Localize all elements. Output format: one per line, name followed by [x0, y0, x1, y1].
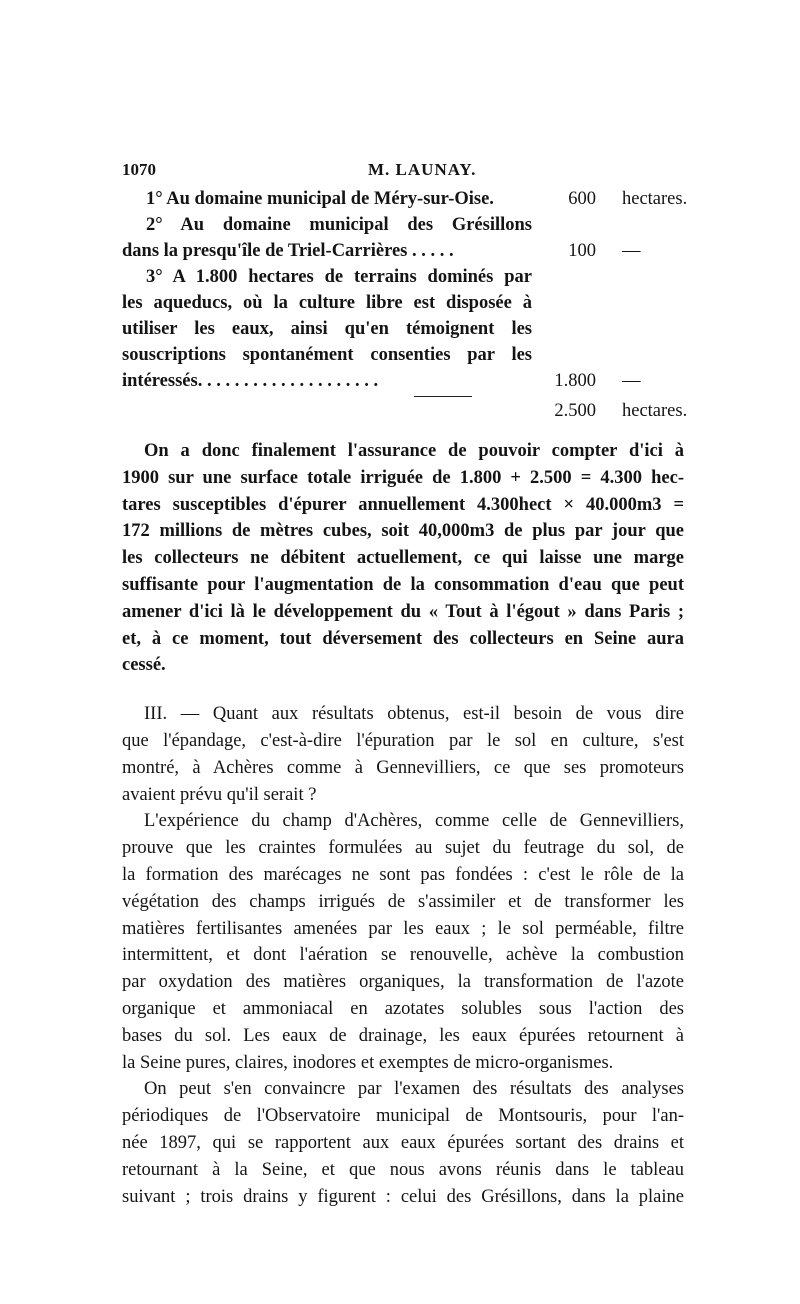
item-1-line-1: 1° Au domaine municipal de Méry-sur-Oise. [146, 189, 494, 209]
page-header [122, 160, 682, 186]
item-3-line-2: les aqueducs, où la culture libre est disposée à [122, 293, 532, 313]
list-item [122, 290, 682, 316]
text-line: 172 millions de mètres cubes, soit 40,000m3 de plus par jour que [122, 521, 684, 542]
text-line: bases du sol. Les eaux de drainage, les eaux épurées retournent à [122, 1025, 684, 1046]
item-3-line-3: utiliser les eaux, ainsi qu'en témoignent les [122, 319, 532, 339]
text-line: par oxydation des matières organiques, la transformation de l'azote [122, 972, 684, 993]
list-item [122, 316, 682, 342]
text-line: montré, à Achères comme à Gennevilliers, ce que ses promoteurs [122, 757, 684, 778]
text-line: suffisante pour l'augmentation de la consommation d'eau que peut [122, 574, 684, 595]
paragraph-1 [122, 438, 684, 679]
text-line: 1900 sur une surface totale irriguée de 1.800 + 2.500 = 4.300 hec- [122, 467, 684, 488]
item-2-line-1: 2° Au domaine municipal des Grésillons [146, 215, 532, 235]
list-item [122, 186, 688, 212]
text-line: L'expérience du champ d'Achères, comme celle de Gennevilliers, [144, 811, 684, 832]
list-item [122, 238, 682, 264]
text-line: périodiques de l'Observatoire municipal de Montsouris, pour l'an- [122, 1106, 684, 1127]
text-line: et, à ce moment, tout déversement des collecteurs en Seine aura [122, 628, 684, 649]
list-item [122, 212, 682, 238]
item-2-value: 100 [568, 241, 596, 261]
text-line: intermittent, et dont l'aération se renouvelle, achève la combustion [122, 945, 684, 966]
item-3-line-1: 3° A 1.800 hectares de terrains dominés par [146, 267, 532, 287]
text-line: amener d'ici là le développement du « Tout à l'égout » dans Paris ; [122, 601, 684, 622]
text-line: matières fertilisantes amenées par les eaux ; le sol perméable, filtre [122, 918, 684, 939]
item-1-value: 600 [568, 189, 596, 209]
list-item [122, 368, 682, 394]
text-line: On peut s'en convaincre par l'examen des résultats des analyses [144, 1079, 684, 1100]
item-3-line-5: intéressés. . . . . . . . . . . . . . . . . . . . [122, 371, 379, 391]
item-3-unit: — [622, 371, 641, 391]
item-2-line-2: dans la presqu'île de Triel-Carrières . . . . . [122, 241, 454, 261]
text-line: la Seine pures, claires, inodores et exemptes de micro-organismes. [122, 1052, 614, 1073]
item-3-line-4: souscriptions spontanément consenties par les [122, 345, 532, 365]
body-text [122, 438, 684, 1210]
text-line: cessé. [122, 655, 166, 676]
paragraph-gap [122, 679, 684, 701]
text-line: la formation des marécages ne sont pas fondées : c'est le rôle de la [122, 864, 684, 885]
text-line: végétation des champs irrigués de s'assimiler et de transformer les [122, 891, 684, 912]
text-line: prouve que les craintes formulées au sujet du feutrage du sol, de [122, 838, 684, 859]
list-item [122, 342, 682, 368]
text-line: avaient prévu qu'il serait ? [122, 784, 317, 805]
allocation-list [122, 186, 688, 424]
sum-rule [414, 396, 472, 397]
text-line: que l'épandage, c'est-à-dire l'épuration par le sol en culture, s'est [122, 730, 684, 751]
total-unit: hectares. [622, 401, 688, 421]
paragraph-3 [122, 808, 684, 1076]
text-line: retournant à la Seine, et que nous avons réunis dans le tableau [122, 1159, 684, 1180]
item-3-value: 1.800 [554, 371, 596, 391]
text-line: organique et ammoniacal en azotates solubles sous l'action des [122, 998, 684, 1019]
text-line: les collecteurs ne débitent actuellement, ce qui laisse une marge [122, 548, 684, 569]
paragraph-2 [122, 701, 684, 808]
page-number: 1070 [122, 160, 156, 179]
text-line: née 1897, qui se rapportent aux eaux épurées sortant des drains et [122, 1132, 684, 1153]
paragraph-4 [122, 1076, 684, 1210]
item-1-unit: hectares. [622, 189, 688, 209]
total-value: 2.500 [554, 401, 596, 421]
text-line: suivant ; trois drains y figurent : celui des Grésillons, dans la plaine [122, 1186, 684, 1207]
text-line: On a donc finalement l'assurance de pouvoir compter d'ici à [144, 441, 684, 461]
text-line: III. — Quant aux résultats obtenus, est-il besoin de vous dire [144, 704, 684, 725]
list-item [122, 264, 682, 290]
total-row [122, 398, 688, 424]
running-head: M. LAUNAY. [368, 160, 477, 179]
text-line: tares susceptibles d'épurer annuellement 4.300hect × 40.000m3 = [122, 494, 684, 515]
item-2-unit: — [622, 241, 641, 261]
